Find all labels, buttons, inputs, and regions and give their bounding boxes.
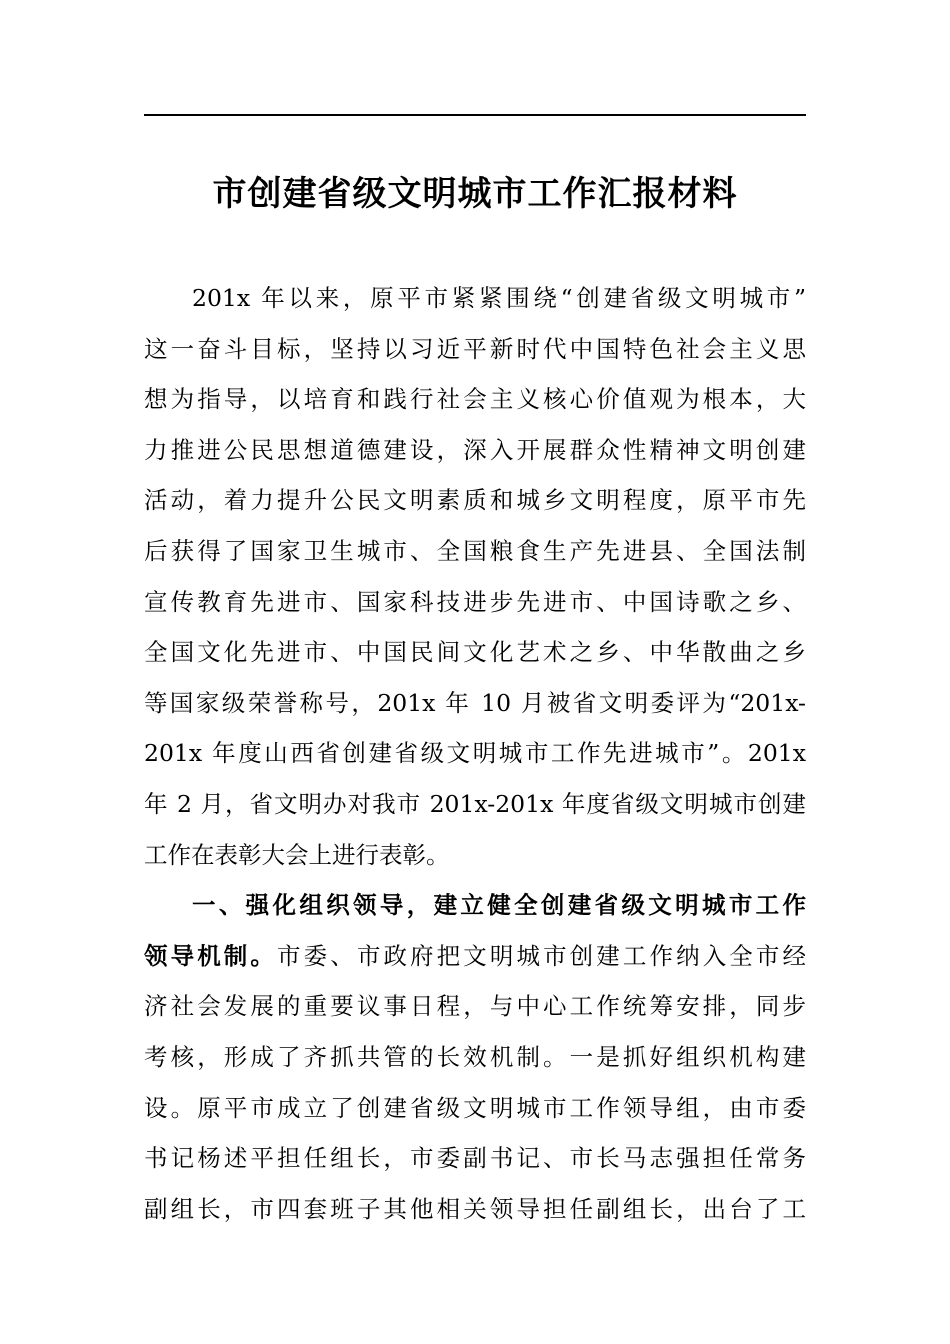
paragraph-line: 想为指导，以培育和践行社会主义核心价值观为根本，大 — [144, 385, 806, 414]
section-heading-end: 领导机制。 — [144, 941, 278, 970]
paragraph-line: 活动，着力提升公民文明素质和城乡文明程度，原平市先 — [144, 486, 806, 515]
paragraph-line: 力推进公民思想道德建设，深入开展群众性精神文明创建 — [144, 435, 806, 464]
paragraph-line — [144, 931, 806, 982]
paragraph-line: 设。原平市成立了创建省级文明城市工作领导组，由市委 — [144, 1093, 806, 1122]
paragraph-line: 后获得了国家卫生城市、全国粮食生产先进县、全国法制 — [144, 536, 806, 565]
paragraph-line: 工作在表彰大会上进行表彰。 — [144, 840, 450, 869]
section-heading: 一、强化组织领导，建立健全创建省级文明城市工作 — [192, 891, 806, 920]
paragraph-line: 201x 年以来，原平市紧紧围绕“创建省级文明城市” — [192, 284, 806, 312]
section-text: 市委、市政府把文明城市创建工作纳入全市经 — [277, 941, 806, 970]
paragraph-line: 等国家级荣誉称号，201x 年 10 月被省文明委评为“201x- — [144, 688, 806, 717]
header-rule — [144, 114, 806, 116]
document-title: 市创建省级文明城市工作汇报材料 — [212, 174, 738, 214]
paragraph-line: 副组长，市四套班子其他相关领导担任副组长，出台了工 — [144, 1194, 806, 1223]
paragraph-line: 宣传教育先进市、国家科技进步先进市、中国诗歌之乡、 — [144, 587, 806, 616]
paragraph-line: 考核，形成了齐抓共管的长效机制。一是抓好组织机构建 — [144, 1042, 806, 1071]
paragraph-line: 年 2 月，省文明办对我市 201x-201x 年度省级文明城市创建 — [144, 789, 806, 818]
paragraph-line: 201x 年度山西省创建省级文明城市工作先进城市”。201x — [144, 739, 806, 768]
document-body — [144, 273, 806, 1234]
paragraph-line: 济社会发展的重要议事日程，与中心工作统筹安排，同步 — [144, 992, 806, 1021]
paragraph-line: 书记杨述平担任组长，市委副书记、市长马志强担任常务 — [144, 1144, 806, 1173]
paragraph-line: 这一奋斗目标，坚持以习近平新时代中国特色社会主义思 — [144, 334, 806, 363]
paragraph-line: 全国文化先进市、中国民间文化艺术之乡、中华散曲之乡 — [144, 638, 806, 667]
